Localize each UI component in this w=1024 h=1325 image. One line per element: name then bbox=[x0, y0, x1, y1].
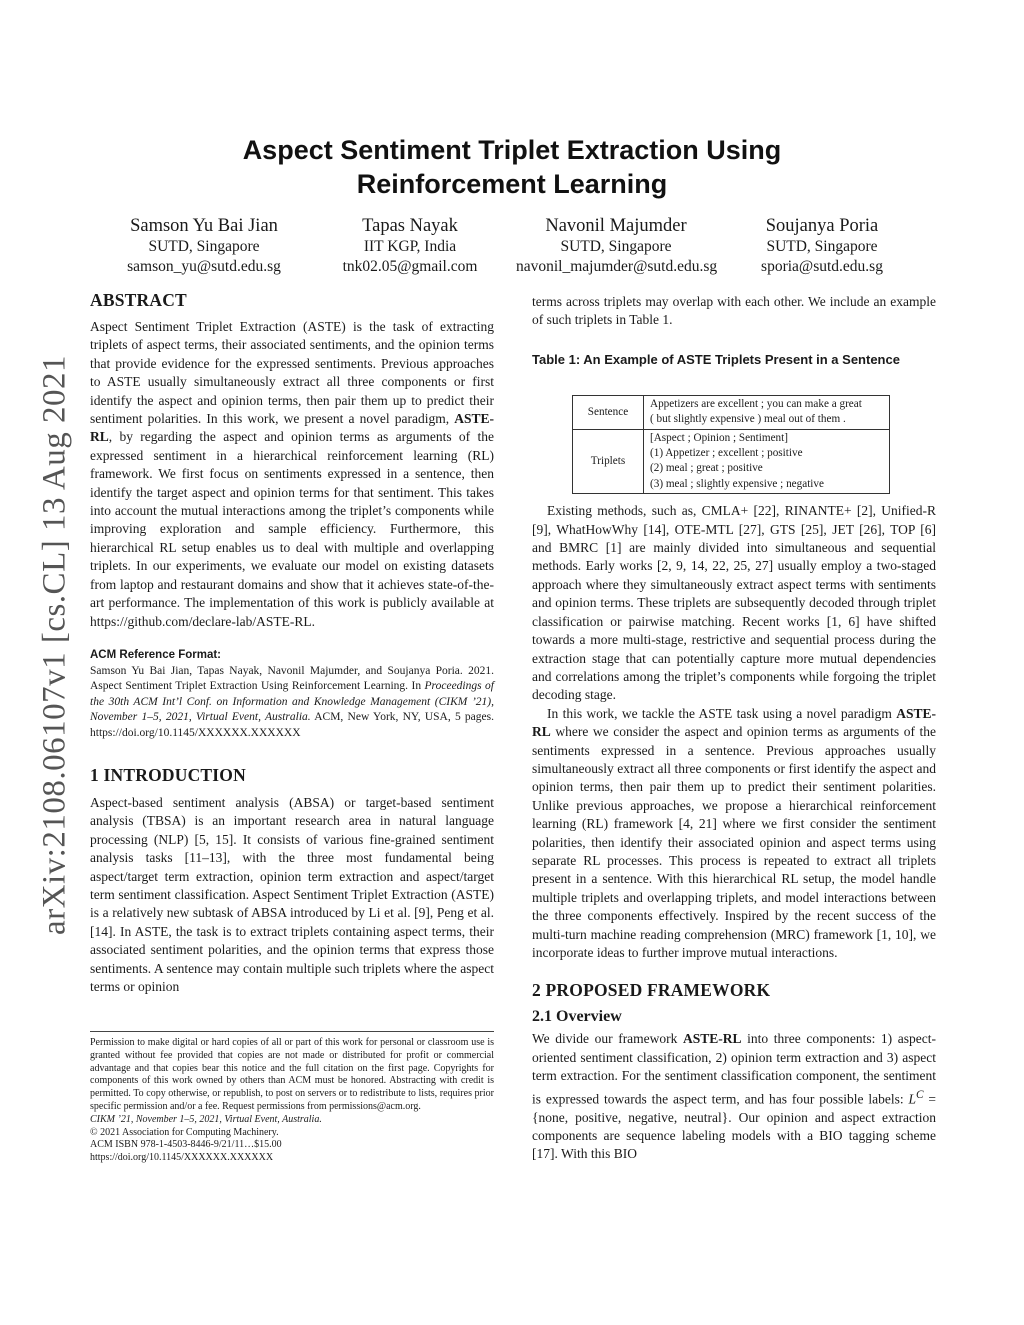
author-affiliation: IIT KGP, India bbox=[363, 238, 457, 255]
arxiv-stamp-text: arXiv:2108.06107v1 [cs.CL] 13 Aug 2021 bbox=[36, 355, 73, 935]
this-work-paragraph bbox=[532, 705, 936, 963]
author-affiliation: SUTD, Singapore bbox=[766, 238, 878, 255]
abstract-text-part: Aspect Sentiment Triplet Extraction (ASTE) is the task of extracting triplets of aspect terms, their associated sentiments, and the opinion terms that provide evidence for the expressed sentiments. Previous approaches to ASTE usually simultaneously extract all three components or first identify the aspect and opinion terms, then pair them up to predict their sentiment polarities. In this work, we present a novel paradigm, bbox=[90, 319, 494, 427]
math-expression: = {none, positive, negative, neutral}. bbox=[532, 1091, 937, 1125]
author-block bbox=[324, 216, 496, 277]
table-cell-triplets bbox=[644, 429, 890, 494]
paragraph-part: In this work, we tackle the ASTE task using a novel paradigm bbox=[547, 705, 892, 721]
abstract-heading: ABSTRACT bbox=[90, 290, 187, 310]
table-caption: Table 1: An Example of ASTE Triplets Present in a Sentence bbox=[532, 351, 900, 367]
copyright-text: © 2021 Association for Computing Machinery. bbox=[90, 1126, 279, 1138]
paragraph-part: into three components: 1) aspect-oriented sentiment classification, 2) opinion term extraction and 3) aspect term extraction. For the sentiment classification component, the sentiment is expressed towards the aspect term, and has four possible labels: bbox=[532, 1031, 937, 1107]
paragraph-part: Our opinion and aspect extraction components are sequence labeling models with a BIO tagging scheme [17]. With this BIO bbox=[532, 1109, 936, 1162]
acm-reference-venue: Proceedings of the 30th ACM Int’l Conf. on Information and Knowledge Management (CIKM ’21), November 1–5, 2021, Virtual Event, Australia. bbox=[90, 680, 494, 724]
author-email[interactable]: tnk02.05@gmail.com bbox=[342, 258, 478, 275]
left-column bbox=[90, 290, 494, 996]
table-line: [Aspect ; Opinion ; Sentiment] bbox=[650, 431, 788, 444]
doi-link[interactable]: https://doi.org/10.1145/XXXXXX.XXXXXX bbox=[90, 1152, 274, 1164]
venue-text: CIKM ’21, November 1–5, 2021, Virtual Event, Australia. bbox=[90, 1113, 322, 1125]
table-cell-label: Sentence bbox=[573, 395, 644, 429]
paragraph-part: where we consider the aspect and opinion terms as arguments of the sentiments expressed in a sentence. Previous approaches usually simultaneously extract all three components or first identify the aspect and opinion terms, then pair them up to predict their sentiment polarities. Unlike previous approaches, we propose a hierarchical reinforcement learning (RL) framework [4, 21] where we first consider the sentiment polarities, then identify their associated opinion and aspect terms using separate RL processes. This process is repeated to extract all triplets present in a sentence. With this hierarchical RL setup, the model handle multiple triplets and overlapping triplets, and model interactions between the three components effectively. Inspired by the recent success of the multi-turn machine reading comprehension (MRC) framework [1, 10], we incorporate ideas to further improve mutual interactions. bbox=[532, 724, 937, 960]
acm-reference-part: ACM, New York, NY, USA, 5 pages. https://doi.org/10.1145/XXXXXX.XXXXXX bbox=[90, 711, 494, 739]
arxiv-stamp bbox=[36, 350, 73, 940]
abstract-text-part: , by regarding the aspect and opinion terms as arguments of the expressed sentiment in a hierarchical reinforcement learning (RL) framework. We first focus on sentiments expressed in a sentence, then identify the target aspect and opinion terms for that sentiment. This takes into account the mutual interactions among the triplet’s components while improving exploration and sample efficiency. Furthermore, this hierarchical RL setup enables us to deal with multiple and overlapping triplets. In our experiments, we evaluate our model on existing datasets from laptop and restaurant domains and show that it achieves state-of-the-art performance. The implementation of this work is publicly available at https://github.com/declare-lab/ASTE-RL. bbox=[90, 429, 494, 629]
table-cell-label: Triplets bbox=[573, 429, 644, 494]
introduction-text: Aspect-based sentiment analysis (ABSA) or target-based sentiment analysis (TBSA) is an important research area in natural language processing (NLP) [5, 15]. It consists of various fine-grained sentiment analysis tasks [11–13], with the three most fundamental being aspect/target term extraction, opinion term extraction and aspect/target term sentiment classification. Aspect Sentiment Triplet Extraction (ASTE) is a relatively new subtask of ABSA introduced by Li et al. [9], Peng et al. [14]. In ASTE, the task is to extract triplets containing aspect terms, their associated sentiment polarities, and the opinion terms that express those sentiments. A sentence may contain multiple such triplets where the aspect terms or opinion bbox=[90, 794, 494, 994]
permission-footnote bbox=[90, 1031, 494, 1165]
table-line: (2) meal ; great ; positive bbox=[650, 462, 763, 475]
overview-text bbox=[532, 1030, 936, 1163]
math-superscript: C bbox=[916, 1088, 924, 1101]
author-block bbox=[516, 216, 716, 277]
table-line: ( but slightly expensive ) meal out of them . bbox=[650, 413, 846, 426]
author-email[interactable]: sporia@sutd.edu.sg bbox=[761, 258, 883, 275]
table-row bbox=[573, 395, 890, 429]
author-email[interactable]: samson_yu@sutd.edu.sg bbox=[127, 258, 281, 275]
method-name: ASTE-RL bbox=[683, 1031, 742, 1047]
paper-title: Aspect Sentiment Triplet Extraction Using Reinforcement Learning bbox=[242, 135, 782, 199]
author-affiliation: SUTD, Singapore bbox=[148, 238, 260, 255]
author-affiliation: SUTD, Singapore bbox=[560, 238, 672, 255]
author-name: Tapas Nayak bbox=[362, 216, 458, 236]
table-line: (3) meal ; slightly expensive ; negative bbox=[650, 477, 824, 490]
author-email[interactable]: navonil_majumder@sutd.edu.sg bbox=[516, 258, 718, 275]
permission-text: Permission to make digital or hard copies of all or part of this work for personal or classroom use is granted without fee provided that copies are not made or distributed for profit or commercial advantage and that copies bear this notice and the full citation on the first page. Copyrights for components of this work owned by others than ACM must be honored. Abstracting with credit is permitted. To copy otherwise, or republish, to post on servers or to redistribute to lists, requires prior specific permission and/or a fee. Request permissions from permissions@acm.org. bbox=[90, 1037, 494, 1112]
method-name: ASTE-RL bbox=[90, 411, 494, 445]
abstract-text bbox=[90, 318, 494, 631]
introduction-heading: 1 INTRODUCTION bbox=[90, 764, 246, 785]
method-name: ASTE-RL bbox=[532, 705, 936, 740]
author-block bbox=[742, 216, 902, 277]
author-name: Samson Yu Bai Jian bbox=[130, 216, 278, 236]
aste-example-table bbox=[572, 395, 890, 494]
author-name: Soujanya Poria bbox=[765, 216, 879, 236]
table-line: Appetizers are excellent ; you can make a great bbox=[650, 397, 862, 410]
author-name: Navonil Majumder bbox=[545, 216, 687, 236]
introduction-continued-text: terms across triplets may overlap with each other. We include an example of such triplets in Table 1. bbox=[532, 294, 936, 328]
acm-reference-text bbox=[90, 664, 494, 741]
acm-reference-heading: ACM Reference Format: bbox=[90, 648, 221, 661]
acm-reference-part: Samson Yu Bai Jian, Tapas Nayak, Navonil Majumder, and Soujanya Poria. 2021. Aspect Sentiment Triplet Extraction Using Reinforcement Learning. In bbox=[90, 664, 494, 693]
existing-methods-paragraph: Existing methods, such as, CMLA+ [22], RINANTE+ [2], Unified-R [9], WhatHowWhy [14], OTE-MTL [27], GTS [25], JET [26], TOP [6] and BMRC [1] are mainly divided into simultaneous and sequential methods. Early works [2, 9, 14, 22, 25, 27] usually employ a two-staged approach where they simultaneously extract aspect terms with sentiments and opinion terms. These triplets are subsequently decoded through triplet classification or pairwise matching. Recent works [1, 6] have shifted towards a more multi-stage, restrictive and sequential process during the extraction stage that can potentially capture more mutual dependencies and correlations among the triplet’s components while forgoing the triplet decoding stage. bbox=[532, 503, 936, 703]
right-column bbox=[532, 293, 936, 1164]
author-block bbox=[114, 216, 294, 277]
paragraph-part: We divide our framework bbox=[532, 1031, 678, 1047]
proposed-framework-heading: 2 PROPOSED FRAMEWORK bbox=[532, 980, 771, 1001]
table-row bbox=[573, 429, 890, 494]
overview-subheading: 2.1 Overview bbox=[532, 1008, 622, 1026]
math-symbol: L bbox=[908, 1091, 916, 1107]
isbn-text: ACM ISBN 978-1-4503-8446-9/21/11…$15.00 bbox=[90, 1139, 282, 1151]
table-line: (1) Appetizer ; excellent ; positive bbox=[650, 447, 803, 460]
table-cell-sentence bbox=[644, 395, 890, 429]
